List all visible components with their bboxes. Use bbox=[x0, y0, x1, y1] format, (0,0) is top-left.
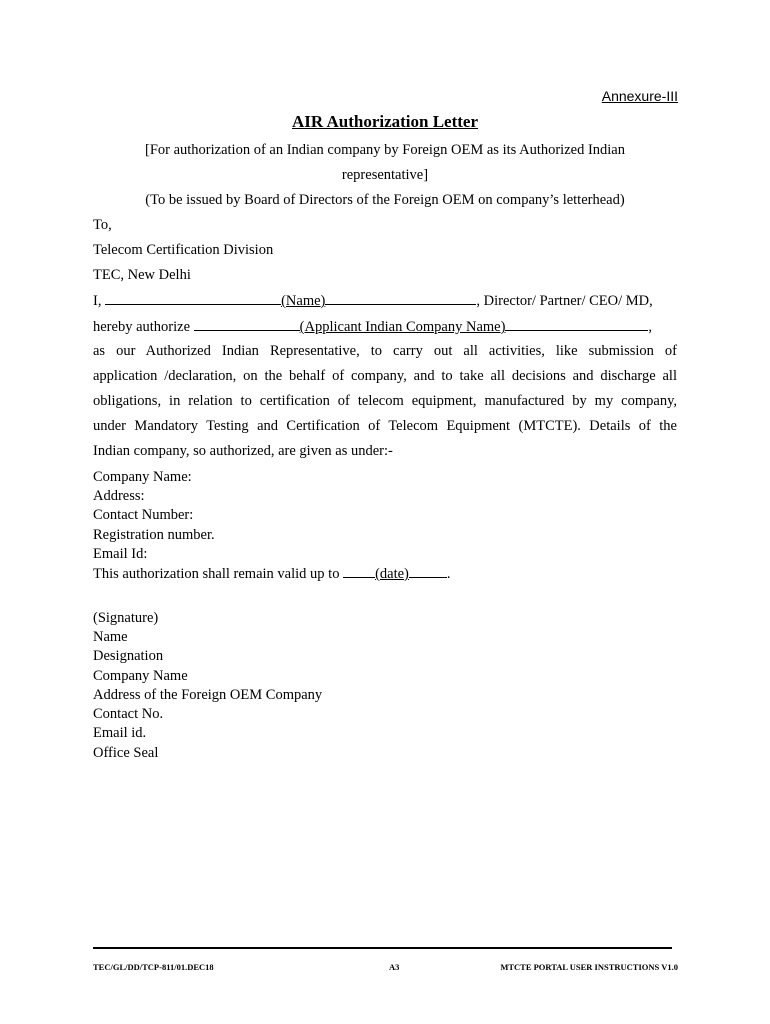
detail-address: Address: bbox=[93, 488, 145, 504]
i-prefix: I, bbox=[93, 293, 102, 309]
company-blank-left bbox=[194, 318, 300, 331]
authorize-prefix: hereby authorize bbox=[93, 319, 191, 335]
signature-address: Address of the Foreign OEM Company bbox=[93, 687, 323, 703]
detail-registration-number: Registration number. bbox=[93, 527, 215, 543]
detail-company-name: Company Name: bbox=[93, 469, 192, 485]
footer-divider bbox=[93, 947, 672, 949]
company-field: (Applicant Indian Company Name) bbox=[299, 319, 506, 335]
footer-page-number: A3 bbox=[389, 962, 400, 972]
annexure-label: Annexure-III bbox=[601, 88, 678, 104]
issued-note: (To be issued by Board of Directors of the Foreign OEM on company’s letterhead) bbox=[145, 192, 625, 208]
paragraph-line-1: as our Authorized Indian Representative, to carry out all activities, like submission of bbox=[93, 343, 677, 359]
date-field: (date) bbox=[375, 566, 409, 582]
page-title: AIR Authorization Letter bbox=[291, 112, 479, 131]
name-blank-left bbox=[105, 292, 281, 305]
paragraph-line-4: under Mandatory Testing and Certification of Telecom Equipment (MTCTE). Details of the bbox=[93, 418, 677, 434]
signature-name: Name bbox=[93, 629, 128, 645]
address-location: TEC, New Delhi bbox=[93, 267, 191, 283]
signature-label: (Signature) bbox=[93, 610, 159, 626]
paragraph-line-5: Indian company, so authorized, are given as under:- bbox=[93, 443, 393, 459]
paragraph-line-3: obligations, in relation to certification of telecom equipment, manufactured by my company, bbox=[93, 393, 677, 409]
signature-contact: Contact No. bbox=[93, 706, 164, 722]
name-line bbox=[93, 292, 653, 310]
role-suffix: , Director/ Partner/ CEO/ MD, bbox=[476, 293, 653, 309]
footer-doc-title: MTCTE PORTAL USER INSTRUCTIONS V1.0 bbox=[500, 962, 678, 972]
subtitle-line-1: [For authorization of an Indian company by Foreign OEM as its Authorized Indian bbox=[144, 142, 625, 158]
signature-company-name: Company Name bbox=[93, 668, 188, 684]
name-blank-right bbox=[325, 292, 476, 305]
detail-contact-number: Contact Number: bbox=[93, 507, 194, 523]
authorize-line bbox=[93, 318, 652, 336]
date-blank-left bbox=[343, 565, 375, 578]
address-to: To, bbox=[93, 217, 112, 233]
signature-designation: Designation bbox=[93, 648, 164, 664]
footer-doc-code: TEC/GL/DD/TCP-811/01.DEC18 bbox=[93, 962, 214, 972]
authorize-suffix: , bbox=[648, 319, 653, 335]
subtitle-line-2: representative] bbox=[341, 167, 429, 183]
signature-seal: Office Seal bbox=[93, 745, 159, 761]
signature-email: Email id. bbox=[93, 725, 147, 741]
validity-prefix: This authorization shall remain valid up to bbox=[93, 566, 340, 582]
paragraph-line-2: application /declaration, on the behalf of company, and to take all decisions and discharge all bbox=[93, 368, 677, 384]
address-division: Telecom Certification Division bbox=[93, 242, 274, 258]
date-blank-right bbox=[409, 565, 447, 578]
validity-line bbox=[93, 565, 451, 583]
name-field: (Name) bbox=[281, 293, 326, 309]
detail-email-id: Email Id: bbox=[93, 546, 148, 562]
company-blank-right bbox=[505, 318, 648, 331]
validity-suffix: . bbox=[446, 566, 451, 582]
